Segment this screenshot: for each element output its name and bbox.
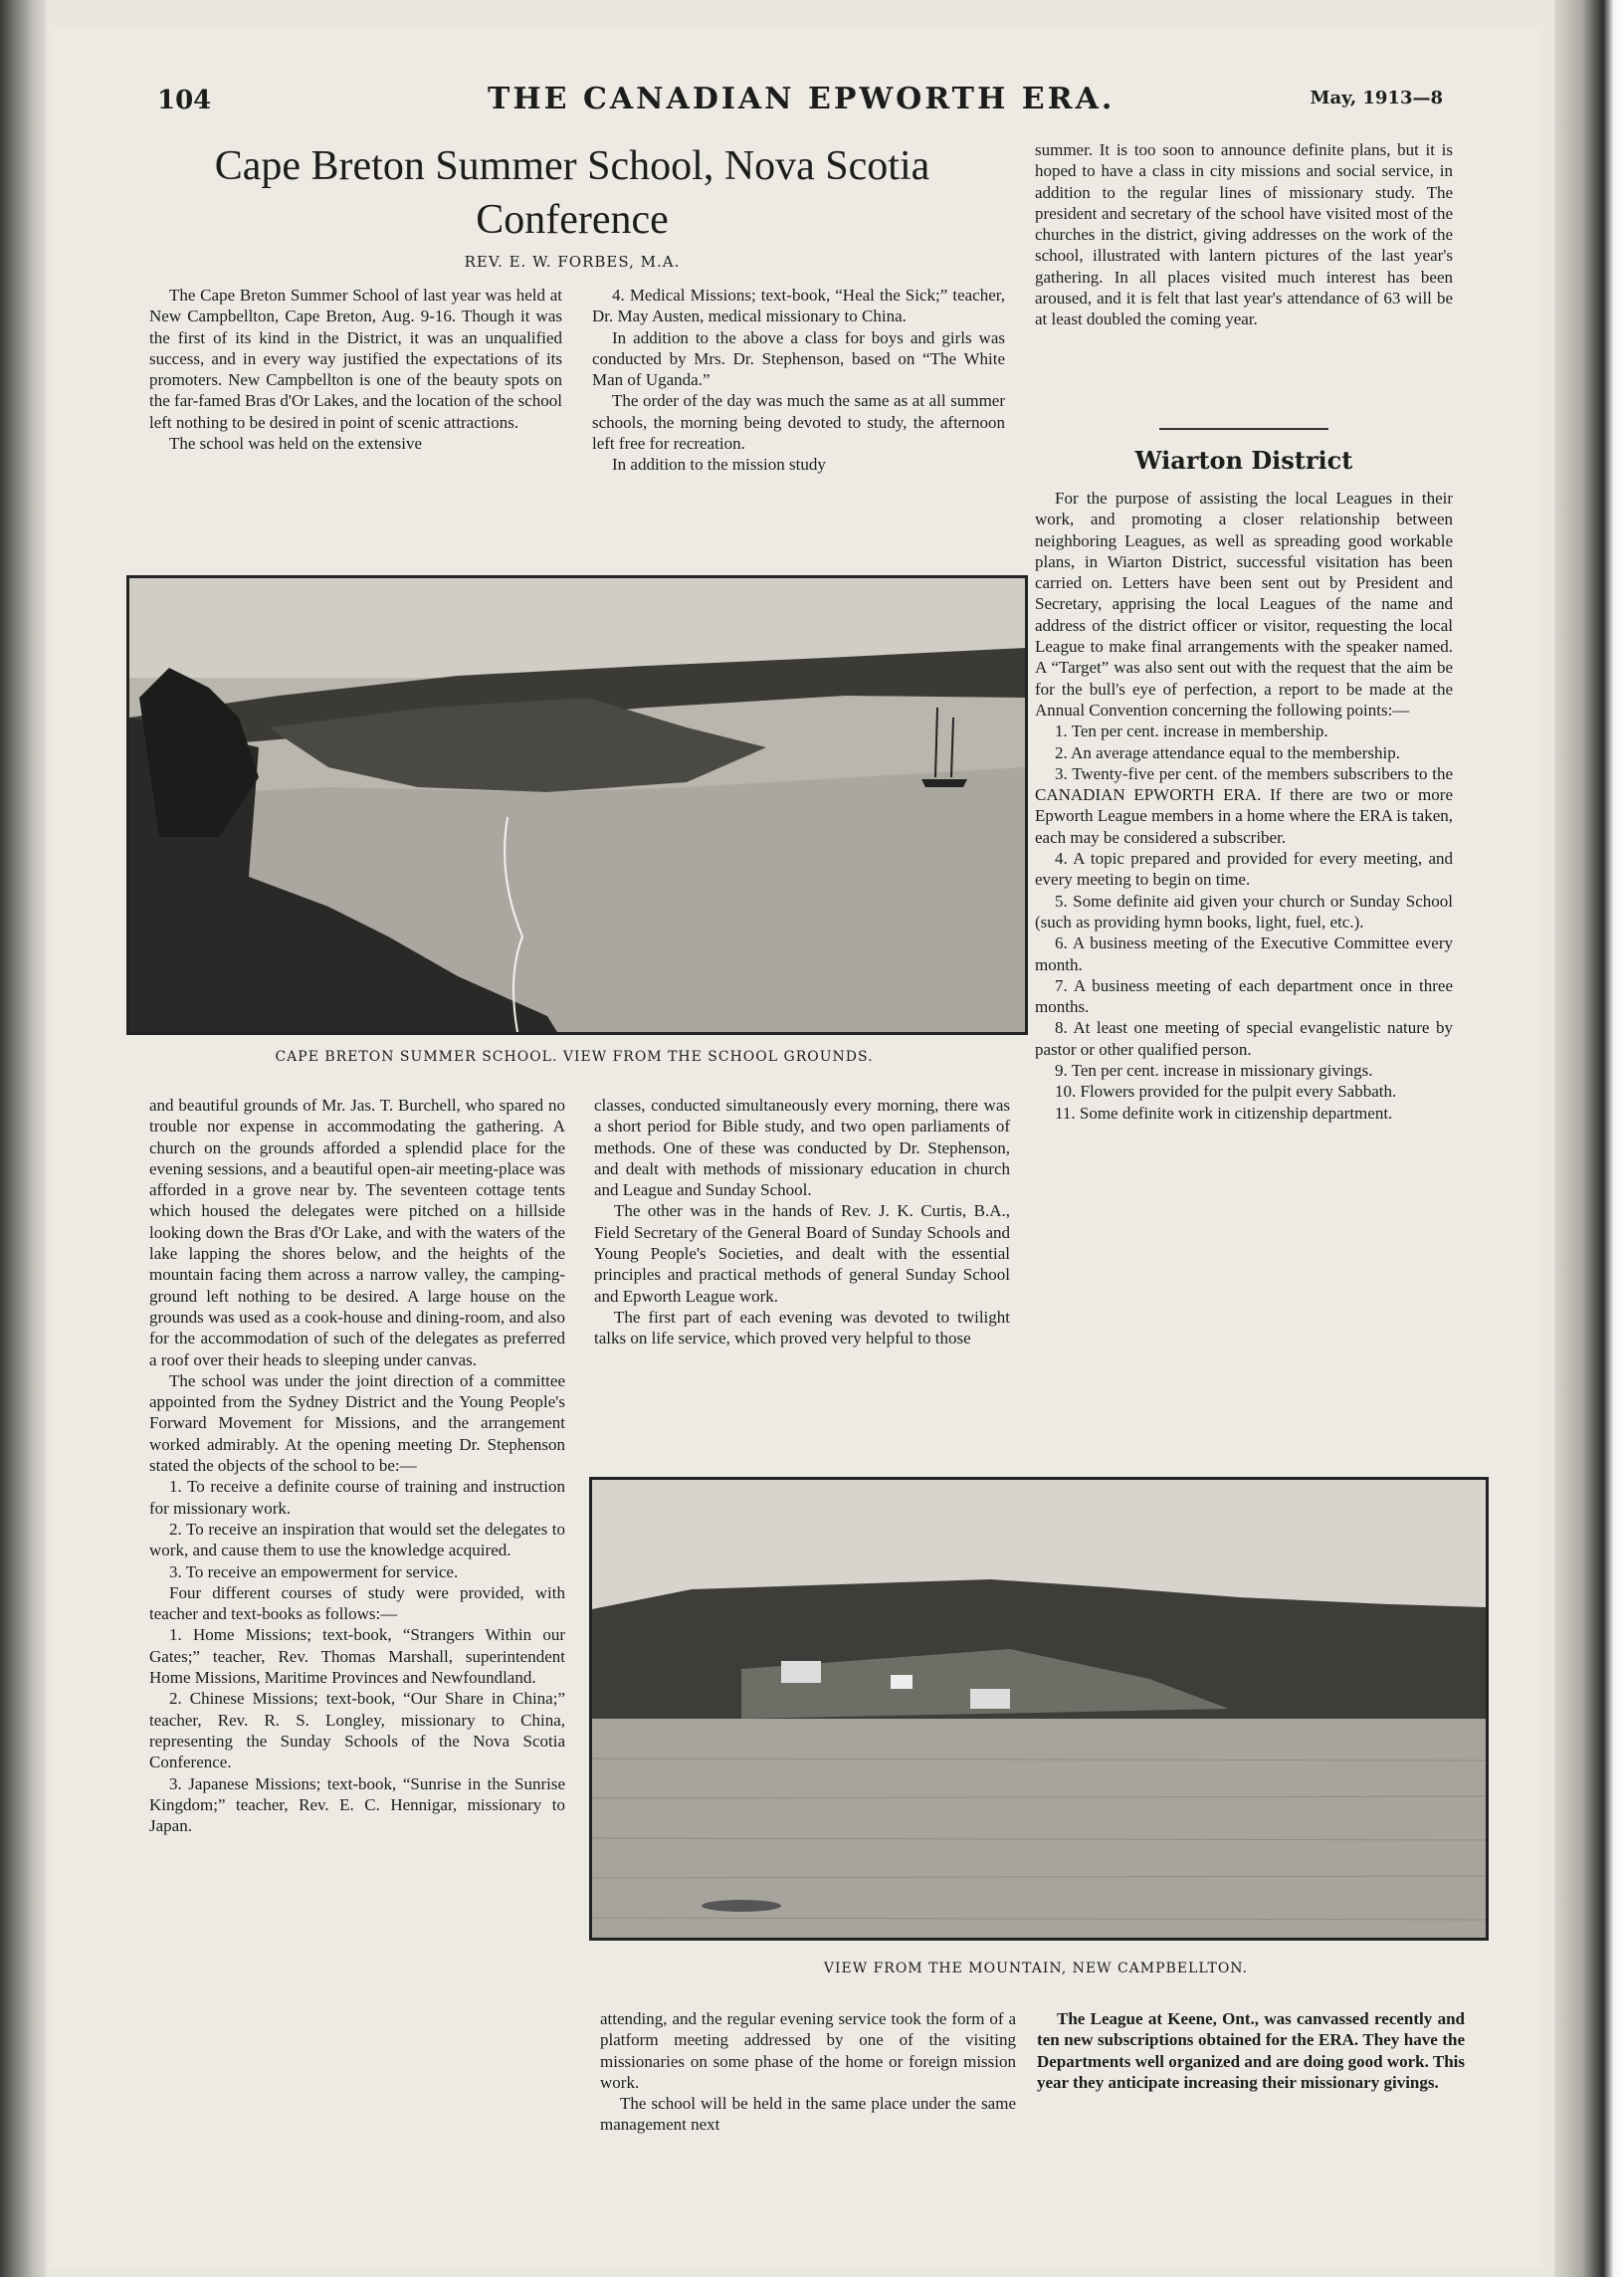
keene-note	[1037, 2008, 1465, 2093]
photo-2-caption: VIEW FROM THE MOUNTAIN, NEW CAMPBELLTON.	[823, 1961, 1249, 1976]
paragraph: and beautiful grounds of Mr. Jas. T. Burchell, who spared no trouble nor expense in accommodating the gathering. A church on the grounds afforded a splendid place for the evening sessions, and a beautiful open-air meeting-place was afforded in a grove near by. The seventeen cottage tents which housed the delegates were pitched on a hillside looking down the Bras d'Or Lake, and with the waters of the lake lapping the shores below, and the heights of the mountain facing them across a narrow valley, the camping-ground left nothing to be desired. A large house on the grounds was used as a cook-house and dining-room, and also for the accommodation of such of the delegates as preferred a roof over their heads to sleeping under canvas.	[149, 1096, 565, 1369]
list-item: 1. Home Missions; text-book, “Strangers Within our Gates;” teacher, Rev. Thomas Marshall, superintendent Home Missions, Maritime Provinces and Newfoundland.	[149, 1625, 565, 1688]
article-byline: REV. E. W. FORBES, M.A.	[464, 253, 681, 271]
paragraph: 4. Medical Missions; text-book, “Heal the Sick;” teacher, Dr. May Austen, medical missionary to China.	[592, 286, 1005, 326]
shore-photo-image	[592, 1480, 1486, 1938]
paragraph: For the purpose of assisting the local Leagues in their work, and promoting a closer relationship between neighboring Leagues, as well as spreading good workable plans, in Wiarton District, successful visitation has been carried on. Letters have been sent out by President and Secretary, apprising the local Leagues of the name and address of the district officer or visitor, requesting the local League to make final arrangements with the speaker named. A “Target” was also sent out with the request that the aim be for the bull's eye of perfection, a report to be made at the Annual Convention concerning the following points:—	[1035, 489, 1453, 720]
paragraph: The order of the day was much the same as at all summer schools, the morning being devoted to study, the afternoon left free for recreation.	[592, 391, 1005, 454]
column-2-top	[592, 285, 1005, 476]
lake-photo-image	[129, 578, 1025, 1032]
paragraph: classes, conducted simultaneously every morning, there was a short period for Bible study, and two open parliaments of methods. One of these was conducted by Dr. Stephenson, and dealt with methods of missionary education in church and League and Sunday School.	[594, 1096, 1010, 1200]
list-item: 10. Flowers provided for the pulpit every Sabbath.	[1055, 1082, 1397, 1102]
page-number: 104	[157, 86, 212, 115]
list-item: 8. At least one meeting of special evangelistic nature by pastor or other qualified person.	[1035, 1018, 1453, 1059]
column-2-end	[600, 2008, 1016, 2136]
list-item: 6. A business meeting of the Executive Committee every month.	[1035, 933, 1453, 974]
photo-school-grounds	[126, 575, 1028, 1035]
journal-title: THE CANADIAN EPWORTH ERA.	[488, 82, 1116, 116]
list-item: 4. A topic prepared and provided for every meeting, and every meeting to begin on time.	[1035, 849, 1453, 890]
wiarton-column	[1035, 488, 1453, 1124]
running-header	[149, 80, 1443, 119]
photo-1-caption: CAPE BRETON SUMMER SCHOOL. VIEW FROM THE SCHOOL GROUNDS.	[275, 1049, 874, 1065]
column-2-bottom	[594, 1095, 1010, 1349]
list-item: 3. To receive an empowerment for service.	[169, 1561, 459, 1581]
paragraph: In addition to the mission study	[612, 455, 826, 475]
list-item: 9. Ten per cent. increase in missionary givings.	[1055, 1061, 1373, 1081]
list-item: 3. Japanese Missions; text-book, “Sunrise in the Sunrise Kingdom;” teacher, Rev. E. C. Hennigar, missionary to Japan.	[149, 1773, 565, 1836]
paragraph: The League at Keene, Ont., was canvassed recently and ten new subscriptions obtained for the ERA. They have the Departments well organized and are doing good work. This year they anticipate increasing their missionary givings.	[1037, 2009, 1465, 2092]
paragraph: The school was held on the extensive	[169, 434, 422, 454]
binding-edge	[0, 0, 46, 2277]
list-item: 11. Some definite work in citizenship department.	[1055, 1103, 1393, 1123]
section-divider	[1159, 428, 1328, 430]
paragraph: The school will be held in the same place under the same management next	[600, 2094, 1016, 2135]
paragraph: The first part of each evening was devoted to twilight talks on life service, which proved very helpful to those	[594, 1307, 1010, 1348]
column-1-bottom	[149, 1095, 565, 1836]
wiarton-heading: Wiarton District	[1134, 446, 1353, 475]
list-item: 7. A business meeting of each department once in three months.	[1035, 975, 1453, 1017]
article-title: Cape Breton Summer School, Nova Scotia Conference	[214, 143, 930, 243]
paragraph: summer. It is too soon to announce definite plans, but it is hoped to have a class in city missions and social service, in addition to the regular lines of missionary study. The president and secretary of the school have visited most of the churches in the district, giving addresses on the work of the school, illustrated with lantern pictures of the last year's gathering. In all places visited much interest has been aroused, and it is felt that last year's attendance of 63 will be at least doubled the coming year.	[1035, 140, 1453, 329]
column-1-top	[149, 285, 562, 454]
issue-date: May, 1913—8	[1310, 88, 1443, 108]
paragraph: The school was under the joint direction of a committee appointed from the Sydney District and the Young People's Forward Movement for Missions, and the arrangement worked admirably. At the opening meeting Dr. Stephenson stated the objects of the school to be:—	[149, 1370, 565, 1476]
list-item: 1. Ten per cent. increase in membership.	[1055, 722, 1328, 741]
list-item: 2. Chinese Missions; text-book, “Our Share in China;” teacher, Rev. R. S. Longley, missionary to China, representing the Sunday Schools of the Nova Scotia Conference.	[149, 1689, 565, 1772]
list-item: 1. To receive a definite course of training and instruction for missionary work.	[149, 1477, 565, 1518]
column-3-top	[1035, 139, 1453, 330]
paragraph: attending, and the regular evening service took the form of a platform meeting addressed by one of the visiting missionaries on some phase of the home or foreign mission work.	[600, 2009, 1016, 2092]
page-edge	[1554, 0, 1624, 2277]
paragraph: The other was in the hands of Rev. J. K. Curtis, B.A., Field Secretary of the General Board of Sunday Schools and Young People's Societies, and dealt with the essential principles and practical methods of general Sunday School and Epworth League work.	[594, 1201, 1010, 1306]
paragraph: Four different courses of study were provided, with teacher and text-books as follows:—	[149, 1582, 565, 1624]
paragraph: In addition to the above a class for boys and girls was conducted by Mrs. Dr. Stephenson, based on “The White Man of Uganda.”	[592, 327, 1005, 390]
list-item: 3. Twenty-five per cent. of the members subscribers to the CANADIAN EPWORTH ERA. If there are two or more Epworth League members in a home where the ERA is taken, each may be considered a subscriber.	[1035, 763, 1453, 847]
list-item: 2. To receive an inspiration that would set the delegates to work, and cause them to use the knowledge acquired.	[149, 1519, 565, 1560]
list-item: 5. Some definite aid given your church or Sunday School (such as providing hymn books, light, fuel, etc.).	[1035, 891, 1453, 932]
list-item: 2. An average attendance equal to the membership.	[1055, 742, 1400, 762]
paragraph: The Cape Breton Summer School of last year was held at New Campbellton, Cape Breton, Aug. 9-16. Though it was the first of its kind in the District, it was an unqualified success, and in every way justified the expectations of its promoters. New Campbellton is one of the beauty spots on the far-famed Bras d'Or Lakes, and the location of the school left nothing to be desired in point of scenic attractions.	[149, 286, 562, 432]
photo-mountain-view	[589, 1477, 1489, 1941]
